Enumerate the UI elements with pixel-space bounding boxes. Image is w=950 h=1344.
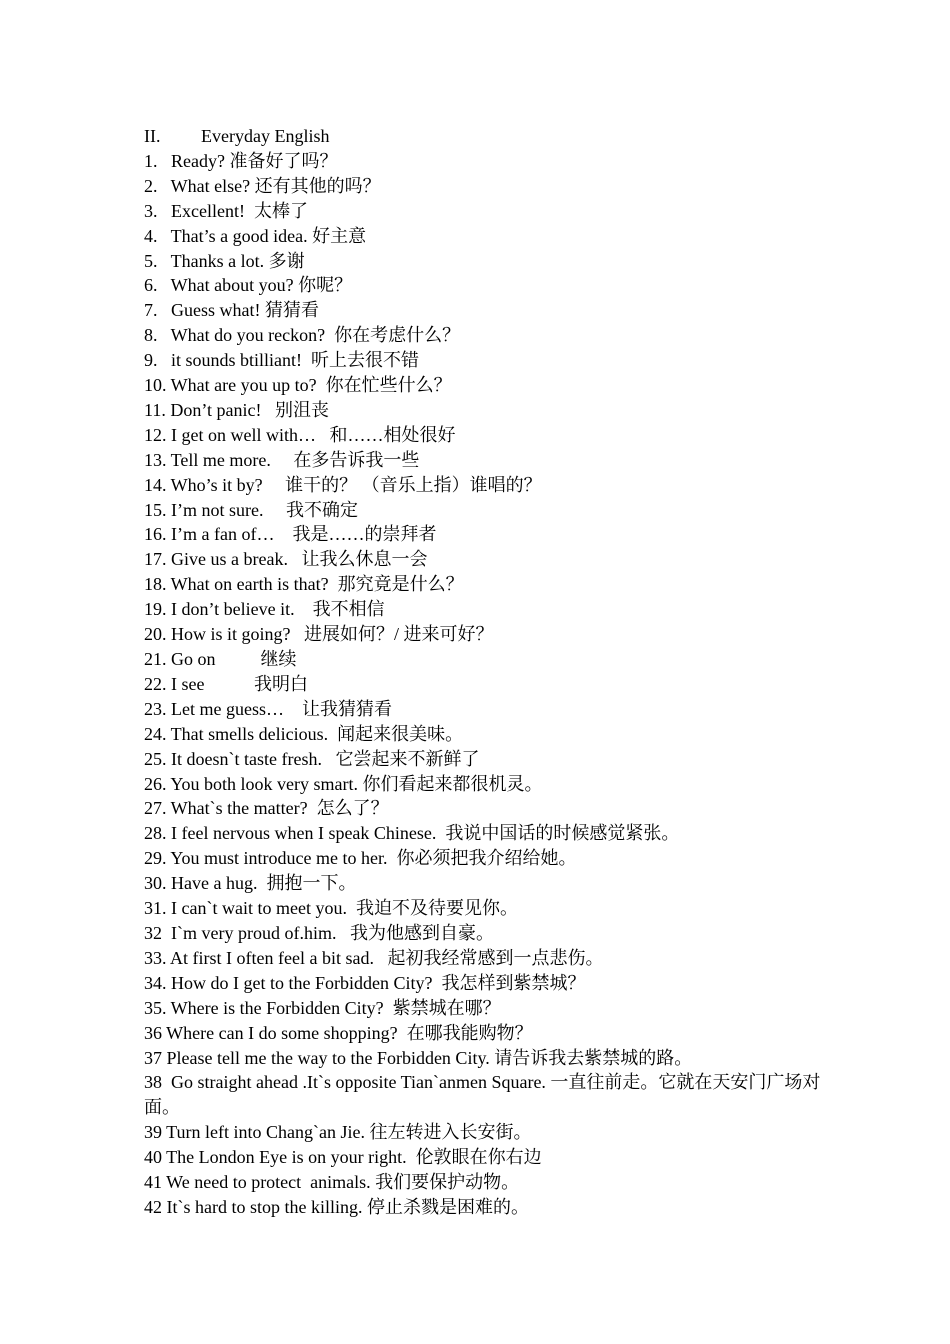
phrase-item: 26. You both look very smart. 你们看起来都很机灵。 <box>144 773 543 794</box>
phrase-item: 33. At first I often feel a bit sad. 起初我经常感到一点悲伤。 <box>144 947 604 968</box>
phrase-item: 8. What do you reckon? 你在考虑什么？ <box>144 325 461 346</box>
phrase-item: 13. Tell me more. 在多告诉我一些 <box>144 449 420 470</box>
phrase-item: 2. What else? 还有其他的吗？ <box>144 175 381 196</box>
document-content <box>144 124 824 1220</box>
phrase-item: 5. Thanks a lot. 多谢 <box>144 250 305 271</box>
phrase-item: 12. I get on well with… 和……相处很好 <box>144 424 456 445</box>
phrase-item: 24. That smells delicious. 闻起来很美味。 <box>144 723 464 744</box>
phrase-item: 11. Don’t panic! 别沮丧 <box>144 399 329 420</box>
phrase-item: 18. What on earth is that? 那究竟是什么？ <box>144 574 464 595</box>
phrase-item: 27. What`s the matter? 怎么了？ <box>144 798 389 819</box>
phrase-item: 32 I`m very proud of.him. 我为他感到自豪。 <box>144 922 494 943</box>
phrase-item: 30. Have a hug. 拥抱一下。 <box>144 873 357 894</box>
phrase-item: 41 We need to protect animals. 我们要保护动物。 <box>144 1172 520 1193</box>
phrase-item: 39 Turn left into Chang`an Jie. 往左转进入长安街。 <box>144 1122 532 1143</box>
phrase-item: 34. How do I get to the Forbidden City? 我怎样到紫禁城？ <box>144 972 586 993</box>
phrase-item: 37 Please tell me the way to the Forbidden City. 请告诉我去紫禁城的路。 <box>144 1047 693 1068</box>
phrase-item: 7. Guess what! 猜猜看 <box>144 300 319 321</box>
phrase-item: 36 Where can I do some shopping? 在哪我能购物？ <box>144 1022 533 1043</box>
phrase-item: 31. I can`t wait to meet you. 我迫不及待要见你。 <box>144 898 518 919</box>
phrase-item: 29. You must introduce me to her. 你必须把我介绍给她。 <box>144 848 577 869</box>
phrase-item: 9. it sounds btilliant! 听上去很不错 <box>144 350 420 371</box>
phrase-item: 4. That’s a good idea. 好主意 <box>144 225 367 246</box>
section-title: Everyday English <box>201 126 330 146</box>
phrase-item: 42 It`s hard to stop the killing. 停止杀戮是困难的。 <box>144 1196 529 1217</box>
phrase-item: 38 Go straight ahead .It`s opposite Tian`anmen Square. 一直往前走。它就在天安门广场对面。 <box>144 1072 821 1118</box>
phrase-item: 6. What about you? 你呢？ <box>144 275 353 296</box>
phrase-item: 16. I’m a fan of… 我是……的崇拜者 <box>144 524 437 545</box>
phrase-item: 40 The London Eye is on your right. 伦敦眼在你右边 <box>144 1147 542 1168</box>
phrase-item: 14. Who’s it by? 谁干的？ （音乐上指）谁唱的？ <box>144 474 542 495</box>
section-heading <box>144 124 824 149</box>
phrase-item: 21. Go on 继续 <box>144 649 297 670</box>
section-number: II. <box>144 126 161 146</box>
phrase-item: 17. Give us a break. 让我么休息一会 <box>144 549 428 570</box>
phrase-item: 15. I’m not sure. 我不确定 <box>144 499 358 520</box>
phrase-list <box>144 149 824 1220</box>
phrase-item: 19. I don’t believe it. 我不相信 <box>144 599 385 620</box>
phrase-item: 10. What are you up to? 你在忙些什么？ <box>144 375 452 396</box>
phrase-item: 22. I see 我明白 <box>144 673 308 694</box>
phrase-item: 25. It doesn`t taste fresh. 它尝起来不新鲜了 <box>144 748 480 769</box>
phrase-item: 23. Let me guess… 让我猜猜看 <box>144 698 392 719</box>
phrase-item: 1. Ready? 准备好了吗？ <box>144 150 338 171</box>
phrase-item: 3. Excellent! 太棒了 <box>144 200 308 221</box>
phrase-item: 35. Where is the Forbidden City? 紫禁城在哪？ <box>144 997 501 1018</box>
phrase-item: 28. I feel nervous when I speak Chinese. 我说中国话的时候感觉紧张。 <box>144 823 680 844</box>
phrase-item: 20. How is it going? 进展如何？/ 进来可好？ <box>144 624 494 645</box>
